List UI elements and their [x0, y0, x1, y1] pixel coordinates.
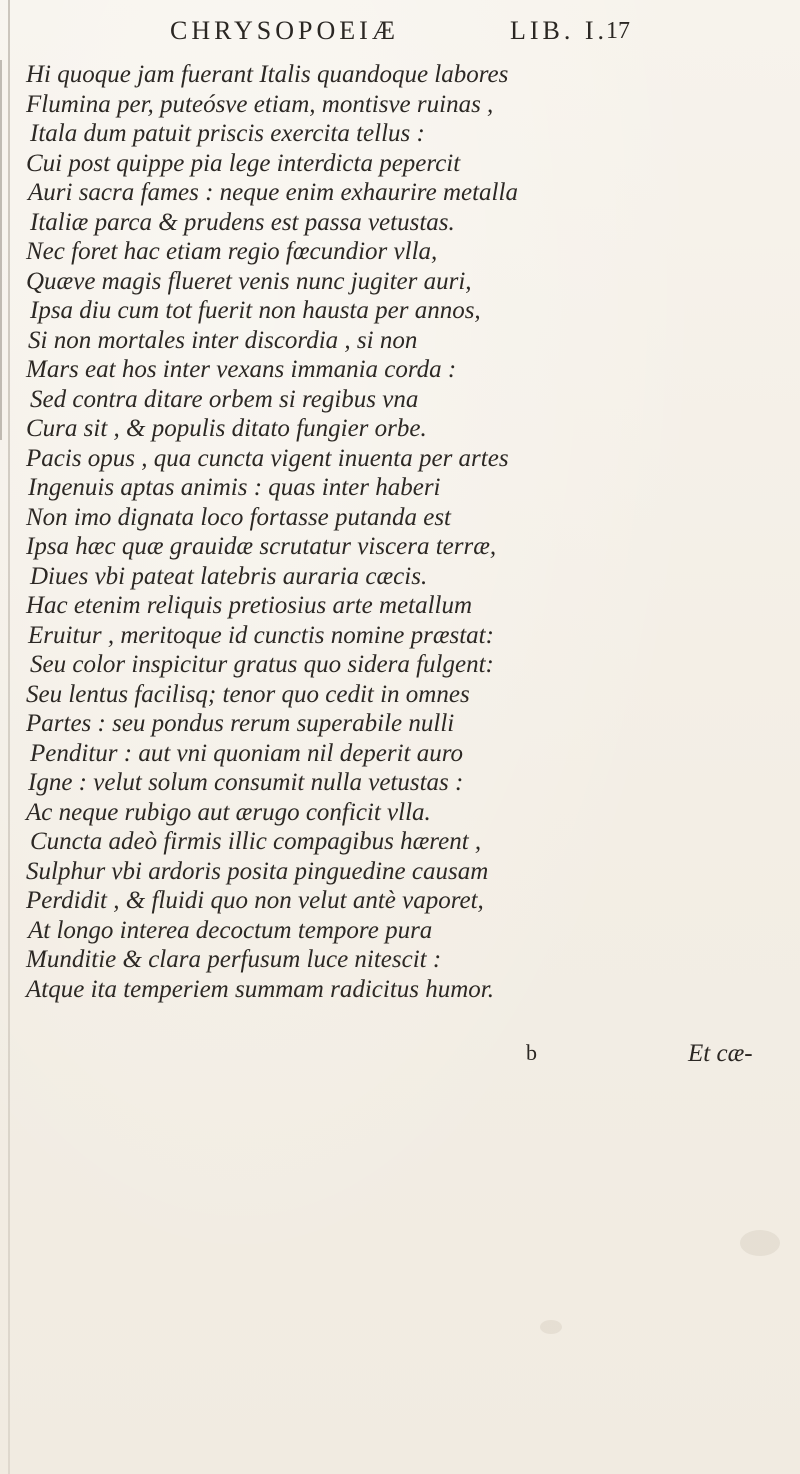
catchword: Et cæ- — [688, 1040, 753, 1067]
verse-line: Seu color inspicitur gratus quo sidera fulgent: — [30, 651, 494, 678]
verse-line: Ipsa diu cum tot fuerit non hausta per annos, — [30, 297, 481, 324]
verse-line: Quæve magis flueret venis nunc jugiter auri, — [26, 267, 472, 295]
running-title: CHRYSOPOEIÆ — [170, 16, 399, 45]
verse-line: Penditur : aut vni quoniam nil deperit auro — [30, 739, 464, 767]
verse-line: Ac neque rubigo aut ærugo conficit vlla. — [26, 798, 431, 826]
verse-line: Diues vbi pateat latebris auraria cæcis. — [30, 562, 428, 590]
verse-line: Si non mortales inter discordia , si non — [28, 326, 418, 354]
verse-line: Munditie & clara perfusum luce nitescit : — [26, 946, 442, 973]
paper-stain — [540, 1320, 562, 1334]
verse-line: Non imo dignata loco fortasse putanda est — [26, 503, 451, 531]
verse-line: Pacis opus , qua cuncta vigent inuenta per artes — [26, 444, 509, 472]
paper-stain — [740, 1230, 780, 1256]
verse-line: Italiæ parca & prudens est passa vetustas. — [30, 208, 455, 236]
verse-line: Nec foret hac etiam regio fœcundior vlla, — [26, 238, 438, 265]
verse-line: Cura sit , & populis ditato fungier orbe. — [26, 415, 427, 442]
verse-line: Hi quoque jam fuerant Italis quandoque labores — [26, 61, 509, 88]
verse-line: Cui post quippe pia lege interdicta pepercit — [26, 149, 461, 177]
margin-rule — [0, 60, 8, 440]
verse-line: Auri sacra fames : neque enim exhaurire metalla — [28, 179, 518, 206]
signature-mark: b — [526, 1040, 537, 1065]
page-footer — [0, 1040, 800, 1080]
running-book: LIB. I. — [510, 16, 609, 45]
verse-line: Partes : seu pondus rerum superabile nulli — [26, 710, 455, 737]
verse-line: Ingenuis aptas animis : quas inter haberi — [28, 474, 441, 501]
verse-line: Sed contra ditare orbem si regibus vna — [30, 385, 419, 413]
verse-line: Flumina per, puteósve etiam, montisve ruinas , — [26, 90, 494, 118]
verse-line: Itala dum patuit priscis exercita tellus : — [30, 120, 425, 147]
verse-line: At longo interea decoctum tempore pura — [28, 916, 433, 944]
verse-line: Ipsa hæc quæ grauidæ scrutatur viscera terræ, — [26, 533, 497, 560]
verse-line: Cuncta adeò firmis illic compagibus hærent , — [30, 828, 482, 855]
verse-line: Hac etenim reliquis pretiosius arte metallum — [26, 592, 473, 619]
verse-line: Sulphur vbi ardoris posita pinguedine causam — [26, 857, 489, 885]
verse-line: Perdidit , & fluidi quo non velut antè vaporet, — [26, 887, 484, 914]
gutter-edge — [8, 0, 10, 1474]
verse-block — [26, 60, 766, 1004]
verse-line: Mars eat hos inter vexans immania corda : — [26, 356, 457, 383]
verse-line: Seu lentus facilisq; tenor quo cedit in omnes — [26, 680, 470, 708]
running-head — [170, 16, 770, 56]
page-number: 17 — [606, 18, 630, 44]
verse-line: Atque ita temperiem summam radicitus humor. — [26, 975, 495, 1003]
verse-line: Igne : velut solum consumit nulla vetustas : — [28, 769, 464, 796]
verse-line: Eruitur , meritoque id cunctis nomine præstat: — [28, 621, 494, 649]
